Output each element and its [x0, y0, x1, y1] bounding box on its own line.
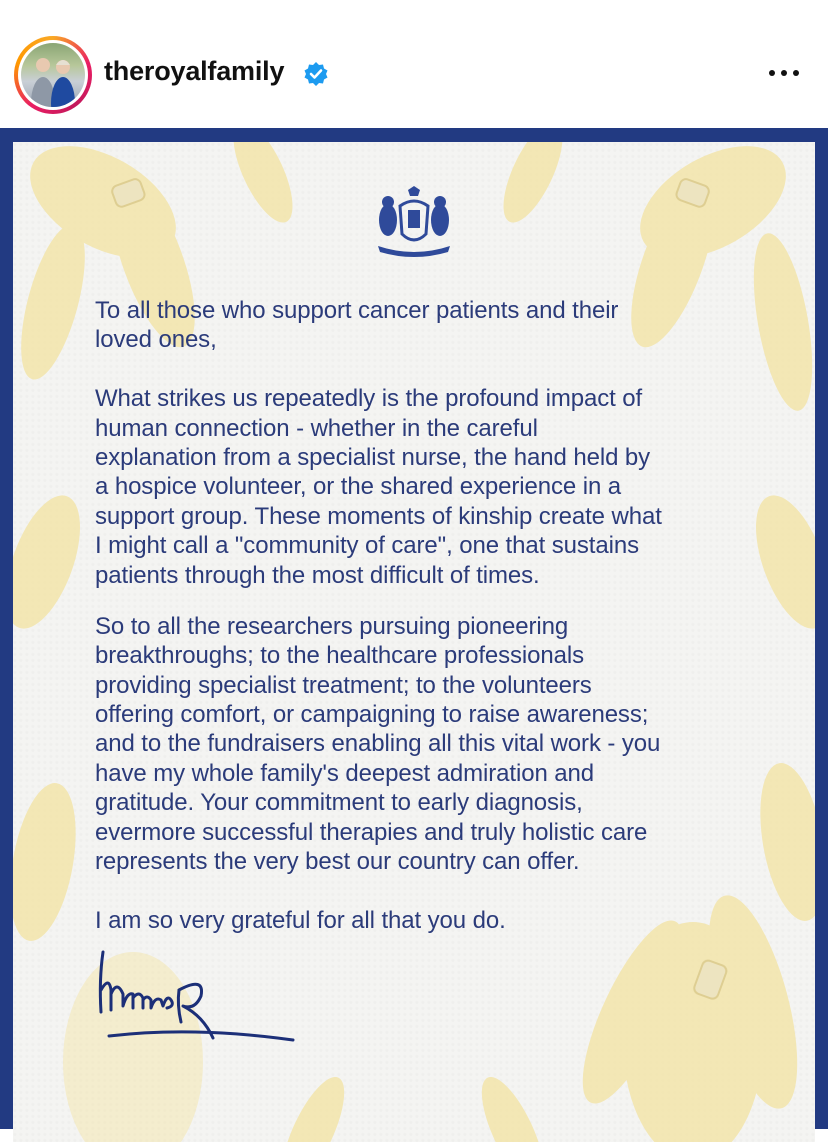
- more-options-icon[interactable]: [766, 63, 802, 83]
- avatar-photo: [21, 43, 85, 107]
- royal-crest-logo: [374, 186, 454, 258]
- letter-line: What strikes us repeatedly is the profound impact of: [95, 385, 643, 413]
- letter-body: [95, 296, 662, 936]
- letter-line: patients through the most difficult of times.: [95, 561, 540, 589]
- letter-line: So to all the researchers pursuing pioneering: [95, 612, 569, 640]
- post-image[interactable]: [0, 128, 828, 1129]
- letter-line: breakthroughs; to the healthcare professionals: [95, 642, 585, 670]
- letter-paragraph: [95, 296, 662, 355]
- letter-card: [13, 142, 815, 1142]
- letter-line: loved ones,: [95, 326, 217, 354]
- letter-line: represents the very best our country can offer.: [95, 848, 580, 876]
- letter-line: evermore successful therapies and truly holistic care: [95, 818, 648, 846]
- signature: [93, 950, 303, 1050]
- letter-line: a hospice volunteer, or the shared experience in a: [95, 473, 622, 501]
- username[interactable]: theroyalfamily: [104, 56, 285, 86]
- letter-line: I am so very grateful for all that you do.: [95, 907, 506, 935]
- letter-paragraph: [95, 612, 662, 877]
- letter-line: offering comfort, or campaigning to raise awareness;: [95, 701, 649, 729]
- verified-badge-icon: [303, 61, 329, 87]
- letter-line: To all those who support cancer patients and their: [95, 297, 619, 324]
- letter-line: have my whole family's deepest admiration and: [95, 759, 595, 787]
- profile-avatar[interactable]: [14, 36, 92, 114]
- letter-line: and to the fundraisers enabling all this vital work - you: [95, 730, 661, 758]
- letter-paragraph: [95, 906, 662, 935]
- post-header: [0, 0, 828, 128]
- letter-paragraph: [95, 384, 662, 590]
- letter-line: support group. These moments of kinship create what: [95, 502, 662, 530]
- letter-line: human connection - whether in the careful: [95, 414, 538, 442]
- letter-line: gratitude. Your commitment to early diagnosis,: [95, 789, 583, 817]
- letter-line: providing specialist treatment; to the volunteers: [95, 671, 592, 699]
- letter-line: I might call a "community of care", one that sustains: [95, 532, 639, 560]
- letter-line: explanation from a specialist nurse, the hand held by: [95, 443, 651, 471]
